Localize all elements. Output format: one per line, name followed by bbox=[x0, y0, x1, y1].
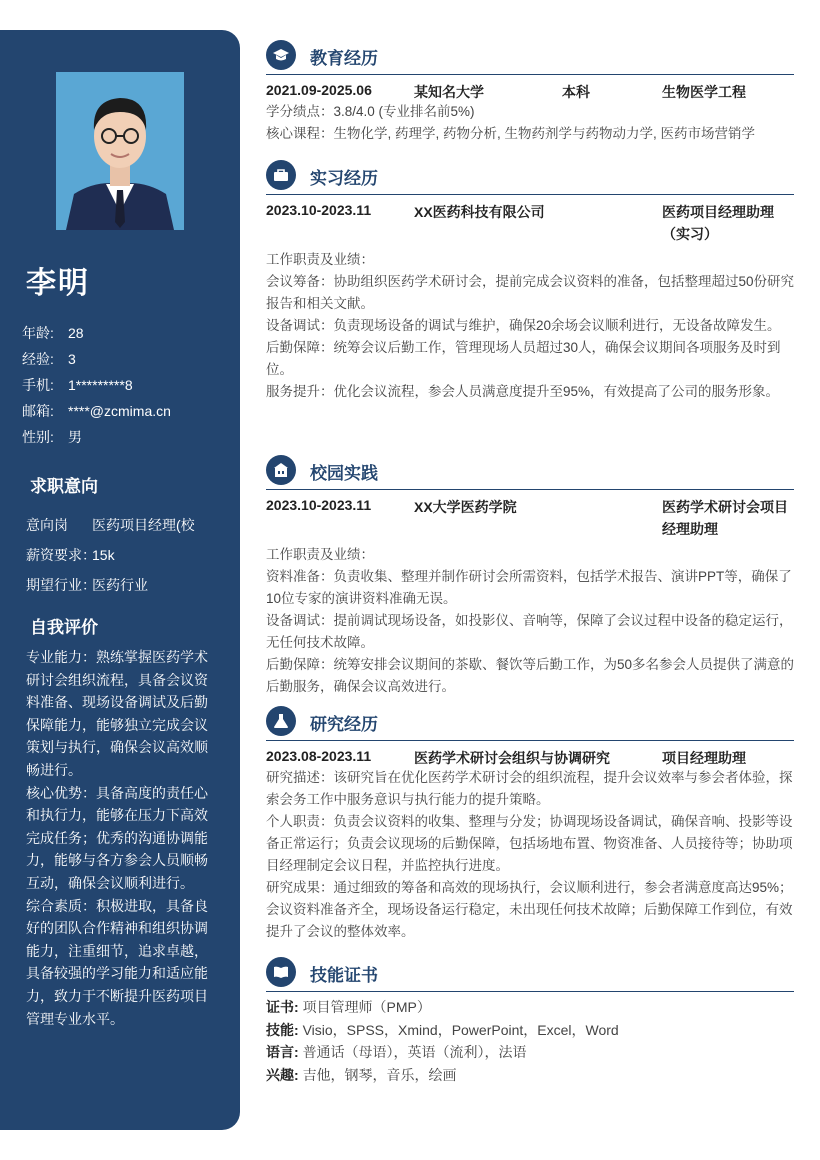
info-experience: 经验: 3 bbox=[22, 351, 76, 367]
detail-line: 设备调试：提前调试现场设备，如投影仪、音响等，保障了会议过程中设备的稳定运行，无任何技术故障。 bbox=[266, 613, 793, 650]
basic-info bbox=[22, 320, 171, 450]
role: 项目经理助理 bbox=[662, 750, 746, 766]
intent-title: 求职意向 bbox=[30, 477, 98, 496]
campus-details bbox=[266, 544, 794, 698]
date: 2021.09-2025.06 bbox=[266, 82, 372, 98]
organization: XX大学医药学院 bbox=[414, 499, 517, 515]
section-header bbox=[266, 160, 794, 195]
intent-salary: 薪资要求：15k bbox=[26, 547, 115, 563]
degree: 本科 bbox=[562, 84, 590, 100]
education-section bbox=[266, 40, 794, 145]
internship-details bbox=[266, 249, 794, 403]
detail-line: 工作职责及业绩： bbox=[266, 252, 374, 267]
skills-list bbox=[266, 996, 794, 1086]
date: 2023.08-2023.11 bbox=[266, 748, 372, 764]
role-note: （实习） bbox=[662, 226, 718, 242]
detail-line: 研究成果：通过细致的筹备和高效的现场执行，会议顺利进行，参会者满意度高达95%；会议资料准备齐全，现场设备运行稳定，未出现任何技术故障；后勤保障工作到位，有效提升了会议的整体效率。 bbox=[266, 880, 793, 939]
detail-line: 资料准备：负责收集、整理并制作研讨会所需资料，包括学术报告、演讲PPT等，确保了10位专家的演讲资料准确无误。 bbox=[266, 569, 792, 606]
education-meta bbox=[266, 79, 794, 101]
self-evaluation bbox=[26, 646, 218, 1030]
detail-line: 服务提升：优化会议流程，参会人员满意度提升至95%，有效提高了公司的服务形象。 bbox=[266, 384, 780, 399]
candidate-name: 李明 bbox=[26, 267, 90, 300]
book-icon bbox=[266, 957, 296, 987]
info-email: 邮箱: ****@zcmima.cn bbox=[22, 403, 171, 419]
campus-meta bbox=[266, 494, 794, 538]
graduation-cap-icon bbox=[266, 40, 296, 70]
date: 2023.10-2023.11 bbox=[266, 202, 372, 218]
building-icon bbox=[266, 455, 296, 485]
sidebar bbox=[0, 30, 240, 1130]
profile-photo bbox=[56, 72, 184, 230]
detail-line: 研究描述：该研究旨在优化医药学术研讨会的组织流程，提升会议效率与参会者体验，探索会务工作中服务意识与执行能力的提升策略。 bbox=[266, 770, 793, 807]
section-header bbox=[266, 706, 794, 741]
research-section bbox=[266, 706, 794, 943]
detail-line: 会议筹备：协助组织医药学术研讨会，提前完成会议资料的准备，包括整理超过50份研究报告和相关文献。 bbox=[266, 274, 795, 311]
company: XX医药科技有限公司 bbox=[414, 204, 545, 220]
internship-meta bbox=[266, 199, 794, 243]
info-phone: 手机: 1*********8 bbox=[22, 377, 133, 393]
education-details bbox=[266, 101, 794, 145]
info-age: 年龄: 28 bbox=[22, 325, 84, 341]
detail-line: 工作职责及业绩： bbox=[266, 547, 374, 562]
detail-line: 核心课程：生物化学, 药理学, 药物分析, 生物药剂学与药物动力学, 医药市场营销学 bbox=[266, 126, 756, 141]
section-title: 研究经历 bbox=[310, 715, 378, 734]
detail-line: 学分绩点：3.8/4.0 (专业排名前5%) bbox=[266, 104, 475, 119]
section-header bbox=[266, 455, 794, 490]
skill-row: 兴趣: 吉他，钢琴，音乐，绘画 bbox=[266, 1066, 457, 1083]
date: 2023.10-2023.11 bbox=[266, 497, 372, 513]
detail-line: 设备调试：负责现场设备的调试与维护，确保20余场会议顺利进行，无设备故障发生。 bbox=[266, 318, 781, 333]
briefcase-icon bbox=[266, 160, 296, 190]
section-title: 教育经历 bbox=[310, 49, 378, 68]
intent-industry: 期望行业：医药行业 bbox=[26, 577, 148, 593]
skill-row: 语言: 普通话（母语），英语（流利），法语 bbox=[266, 1044, 527, 1060]
skill-row: 证书: 项目管理师（PMP） bbox=[266, 999, 431, 1015]
section-header bbox=[266, 40, 794, 75]
research-meta bbox=[266, 745, 794, 767]
flask-icon bbox=[266, 706, 296, 736]
research-details bbox=[266, 767, 794, 943]
info-gender: 性别: 男 bbox=[22, 429, 82, 445]
role-cont: 经理助理 bbox=[662, 521, 718, 537]
self-eval-para: 专业能力：熟练掌握医药学术研讨会组织流程，具备会议资料准备、现场设备调试及后勤保障能力，能够独立完成会议策划与执行，确保会议高效顺畅进行。 bbox=[26, 649, 208, 778]
intent-position: 意向岗 医药项目经理(校 bbox=[26, 517, 195, 533]
skills-section bbox=[266, 957, 794, 1086]
project: 医药学术研讨会组织与协调研究 bbox=[414, 750, 610, 766]
self-eval-para: 综合素质：积极进取，具备良好的团队合作精神和组织协调能力，注重细节，追求卓越，具备较强的学习能力和适应能力，致力于不断提升医药项目管理专业水平。 bbox=[26, 897, 208, 1027]
major: 生物医学工程 bbox=[662, 84, 746, 100]
skill-row: 技能: Visio，SPSS，Xmind，PowerPoint，Excel，Word bbox=[266, 1021, 619, 1038]
job-intent bbox=[26, 510, 232, 600]
school: 某知名大学 bbox=[414, 84, 484, 100]
detail-line: 后勤保障：统筹会议后勤工作，管理现场人员超过30人，确保会议期间各项服务及时到位。 bbox=[266, 340, 781, 377]
role: 医药学术研讨会项目 bbox=[662, 499, 788, 515]
campus-section bbox=[266, 455, 794, 698]
role: 医药项目经理助理 bbox=[662, 204, 774, 220]
section-header bbox=[266, 957, 794, 992]
self-eval-para: 核心优势：具备高度的责任心和执行力，能够在压力下高效完成任务；优秀的沟通协调能力，能够与各方参会人员顺畅互动，确保会议顺利进行。 bbox=[26, 784, 208, 891]
section-title: 实习经历 bbox=[310, 169, 378, 188]
section-title: 校园实践 bbox=[310, 464, 378, 483]
detail-line: 个人职责：负责会议资料的收集、整理与分发；协调现场设备调试，确保音响、投影等设备正常运行；负责会议现场的后勤保障，包括场地布置、物资准备、人员接待等；协助项目经理制定会议日程，并监控执行进度。 bbox=[266, 814, 793, 873]
internship-section bbox=[266, 160, 794, 403]
self-eval-title: 自我评价 bbox=[30, 618, 98, 637]
section-title: 技能证书 bbox=[310, 966, 378, 985]
detail-line: 后勤保障：统筹安排会议期间的茶歇、餐饮等后勤工作，为50多名参会人员提供了满意的后勤服务，确保会议高效进行。 bbox=[266, 657, 795, 694]
